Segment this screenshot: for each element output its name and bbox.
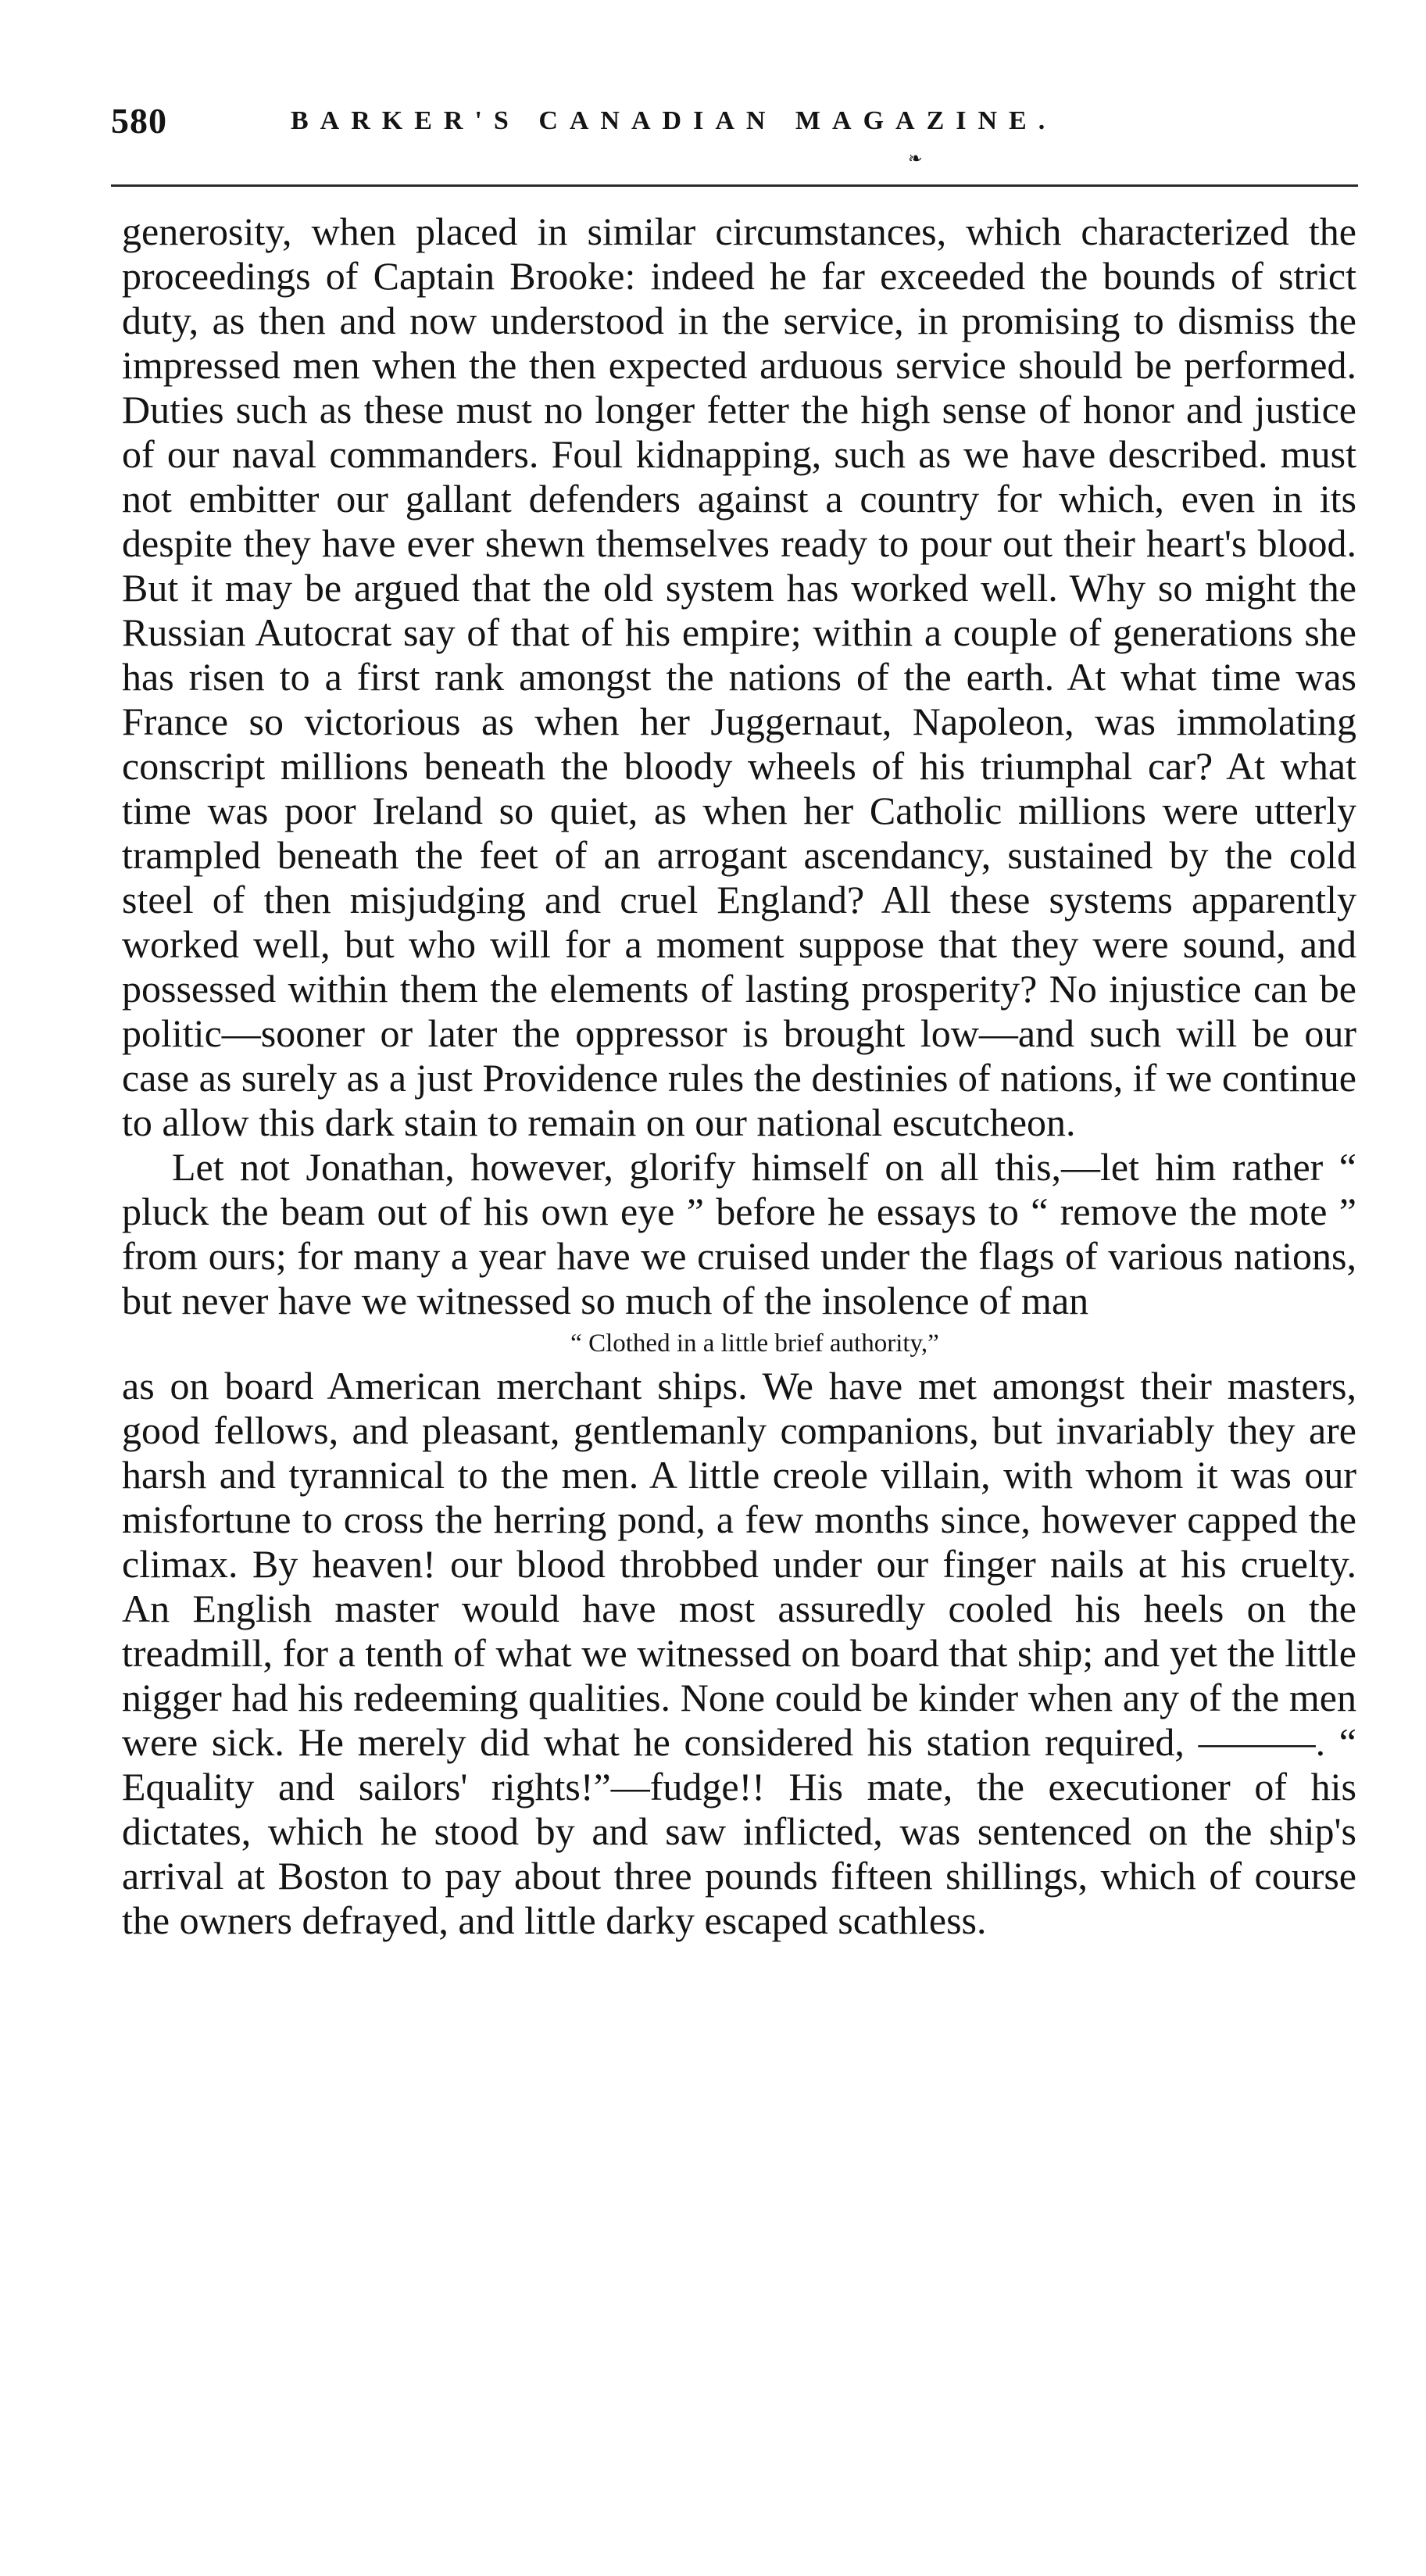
paragraph-1: generosity, when placed in similar circumstances, which characterized the proceedings of Captain Brooke: indeed he far exceeded the bounds of strict duty, as then and now understood in the service, in promising to dismiss the impressed men when the then expected arduous service should be performed. Duties such as these must no longer fetter the high sense of honor and justice of our naval commanders. Foul kidnapping, such as we have described. must not embitter our gallant defenders against a country for which, even in its despite they have ever shewn themselves ready to pour out their heart's blood. But it may be argued that the old system has worked well. Why so might the Russian Autocrat say of that of his empire; within a couple of generations she has risen to a first rank amongst the nations of the earth. At what time was France so victorious as when her Juggernaut, Napoleon, was immolating conscript millions beneath the bloody wheels of his triumphal car? At what time was poor Ireland so quiet, as when her Catholic millions were utterly trampled beneath the feet of an arrogant ascendancy, sustained by the cold steel of then misjudging and cruel England? All these systems apparently worked well, but who will for a moment suppose that they were sound, and possessed within them the elements of lasting prosperity? No injustice can be politic—sooner or later the oppressor is brought low—and such will be our case as surely as a just Providence rules the destinies of nations, if we continue to allow this dark stain to remain on our national escutcheon. bbox=[122, 209, 1356, 1144]
page-number: 580 bbox=[111, 101, 167, 141]
running-head bbox=[111, 100, 1361, 168]
paragraph-2: Let not Jonathan, however, glorify himself on all this,—let him rather “ pluck the beam out of his own eye ” before he essays to “ remove the mote ” from ours; for many a year have we cruised under the flags of various nations, but never have we witnessed so much of the insolence of man bbox=[122, 1145, 1356, 1322]
header-rule bbox=[111, 184, 1358, 187]
article-body bbox=[122, 209, 1356, 1943]
magazine-title: BARKER'S CANADIAN MAGAZINE. bbox=[291, 106, 1057, 135]
ornament-icon: ❧ bbox=[908, 148, 923, 168]
paragraph-3: as on board American merchant ships. We have met amongst their masters, good fellows, and pleasant, gentlemanly companions, but invariably they are harsh and tyrannical to the men. A little creole villain, with whom it was our misfortune to cross the herring pond, a few months since, however capped the climax. By heaven! our blood throbbed under our finger nails at his cruelty. An English master would have most assuredly cooled his heels on the treadmill, for a tenth of what we witnessed on board that ship; and yet the little nigger had his redeeming qualities. None could be kinder when any of the men were sick. He merely did what he considered his station required, ———. “ Equality and sailors' rights!”—fudge!! His mate, the executioner of his dictates, which he stood by and saw inflicted, was sentenced on the ship's arrival at Boston to pay about three pounds fifteen shillings, which of course the owners defrayed, and little darky escaped scathless. bbox=[122, 1364, 1356, 1942]
quotation: “ Clothed in a little brief authority,” bbox=[570, 1329, 939, 1358]
